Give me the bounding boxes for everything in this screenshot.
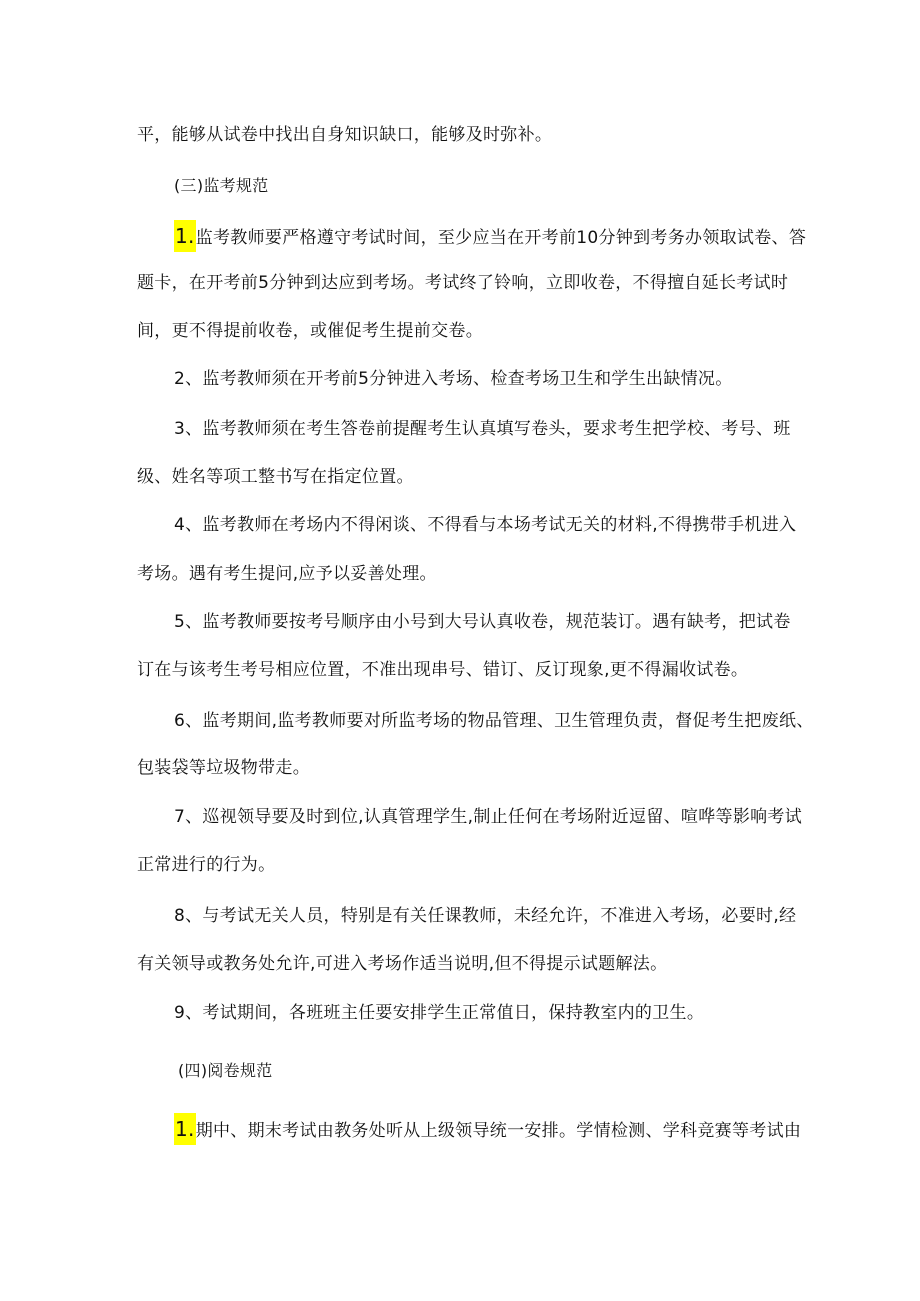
line-text: 正常进行的行为。 bbox=[137, 855, 276, 875]
line-text: 期中、期末考试由教务处听从上级领导统一安排。学情检测、学科竞赛等考试由 bbox=[195, 1121, 802, 1141]
list-item-8-line-2 bbox=[137, 951, 797, 977]
list-item-5 bbox=[174, 609, 797, 635]
section-heading-invigilation bbox=[174, 173, 834, 199]
line-text: 题卡，在开考前5分钟到达应到考场。考试终了铃响，立即收卷，不得擅自延长考试时 bbox=[137, 273, 789, 293]
highlighted-list-marker: 1. bbox=[174, 220, 196, 252]
list-item-9 bbox=[174, 1000, 797, 1026]
line-text: 考场。遇有考生提问,应予以妥善处理。 bbox=[137, 564, 437, 584]
line-text: 3、监考教师须在考生答卷前提醒考生认真填写卷头，要求考生把学校、考号、班 bbox=[174, 419, 791, 439]
list-item-1-line-3 bbox=[137, 318, 797, 344]
line-text: 间，更不得提前收卷，或催促考生提前交卷。 bbox=[137, 321, 483, 341]
line-text: (四)阅卷规范 bbox=[178, 1061, 273, 1080]
list-item-4-line-2 bbox=[137, 561, 797, 587]
line-text: 监考教师要严格遵守考试时间，至少应当在开考前10分钟到考务办领取试卷、答 bbox=[195, 228, 807, 248]
line-text: 4、监考教师在考场内不得闲谈、不得看与本场考试无关的材料,不得携带手机进入 bbox=[174, 515, 797, 535]
line-text: 有关领导或教务处允许,可进入考场作适当说明,但不得提示试题解法。 bbox=[137, 954, 668, 974]
list-item-5-line-2 bbox=[137, 657, 797, 683]
list-item-1 bbox=[174, 223, 807, 251]
highlighted-list-marker: 1. bbox=[174, 1113, 196, 1145]
line-text: 2、监考教师须在开考前5分钟进入考场、检查考场卫生和学生出缺情况。 bbox=[174, 369, 733, 389]
line-text: 5、监考教师要按考号顺序由小号到大号认真收卷，规范装订。遇有缺考，把试卷 bbox=[174, 612, 791, 632]
list-item-7 bbox=[174, 804, 803, 830]
list-item-8 bbox=[174, 903, 797, 929]
line-text: 包装袋等垃圾物带走。 bbox=[137, 758, 310, 778]
line-text: 7、巡视领导要及时到位,认真管理学生,制止任何在考场附近逗留、喧哗等影响考试 bbox=[174, 807, 803, 827]
list-item-4 bbox=[174, 512, 797, 538]
list-item-3 bbox=[174, 416, 797, 442]
section-heading-grading bbox=[178, 1058, 838, 1084]
list-item-3-line-2 bbox=[137, 464, 797, 490]
line-text: (三)监考规范 bbox=[174, 176, 269, 195]
list-item-1-line-2 bbox=[137, 270, 797, 296]
line-text: 6、监考期间,监考教师要对所监考场的物品管理、卫生管理负责，督促考生把废纸、 bbox=[174, 711, 814, 731]
line-text: 订在与该考生考号相应位置，不准出现串号、错订、反订现象,更不得漏收试卷。 bbox=[137, 660, 749, 680]
list-item-6 bbox=[174, 708, 814, 734]
paragraph-continuation bbox=[137, 122, 797, 148]
list-item-2 bbox=[174, 366, 797, 392]
line-text: 8、与考试无关人员，特别是有关任课教师，未经允许，不准进入考场，必要时,经 bbox=[174, 906, 797, 926]
line-text: 9、考试期间，各班班主任要安排学生正常值日，保持教室内的卫生。 bbox=[174, 1003, 705, 1023]
line-text: 级、姓名等项工整书写在指定位置。 bbox=[137, 467, 414, 487]
grading-item-1 bbox=[174, 1116, 802, 1144]
line-text: 平，能够从试卷中找出自身知识缺口，能够及时弥补。 bbox=[137, 125, 553, 145]
list-item-6-line-2 bbox=[137, 755, 797, 781]
list-item-7-line-2 bbox=[137, 852, 797, 878]
